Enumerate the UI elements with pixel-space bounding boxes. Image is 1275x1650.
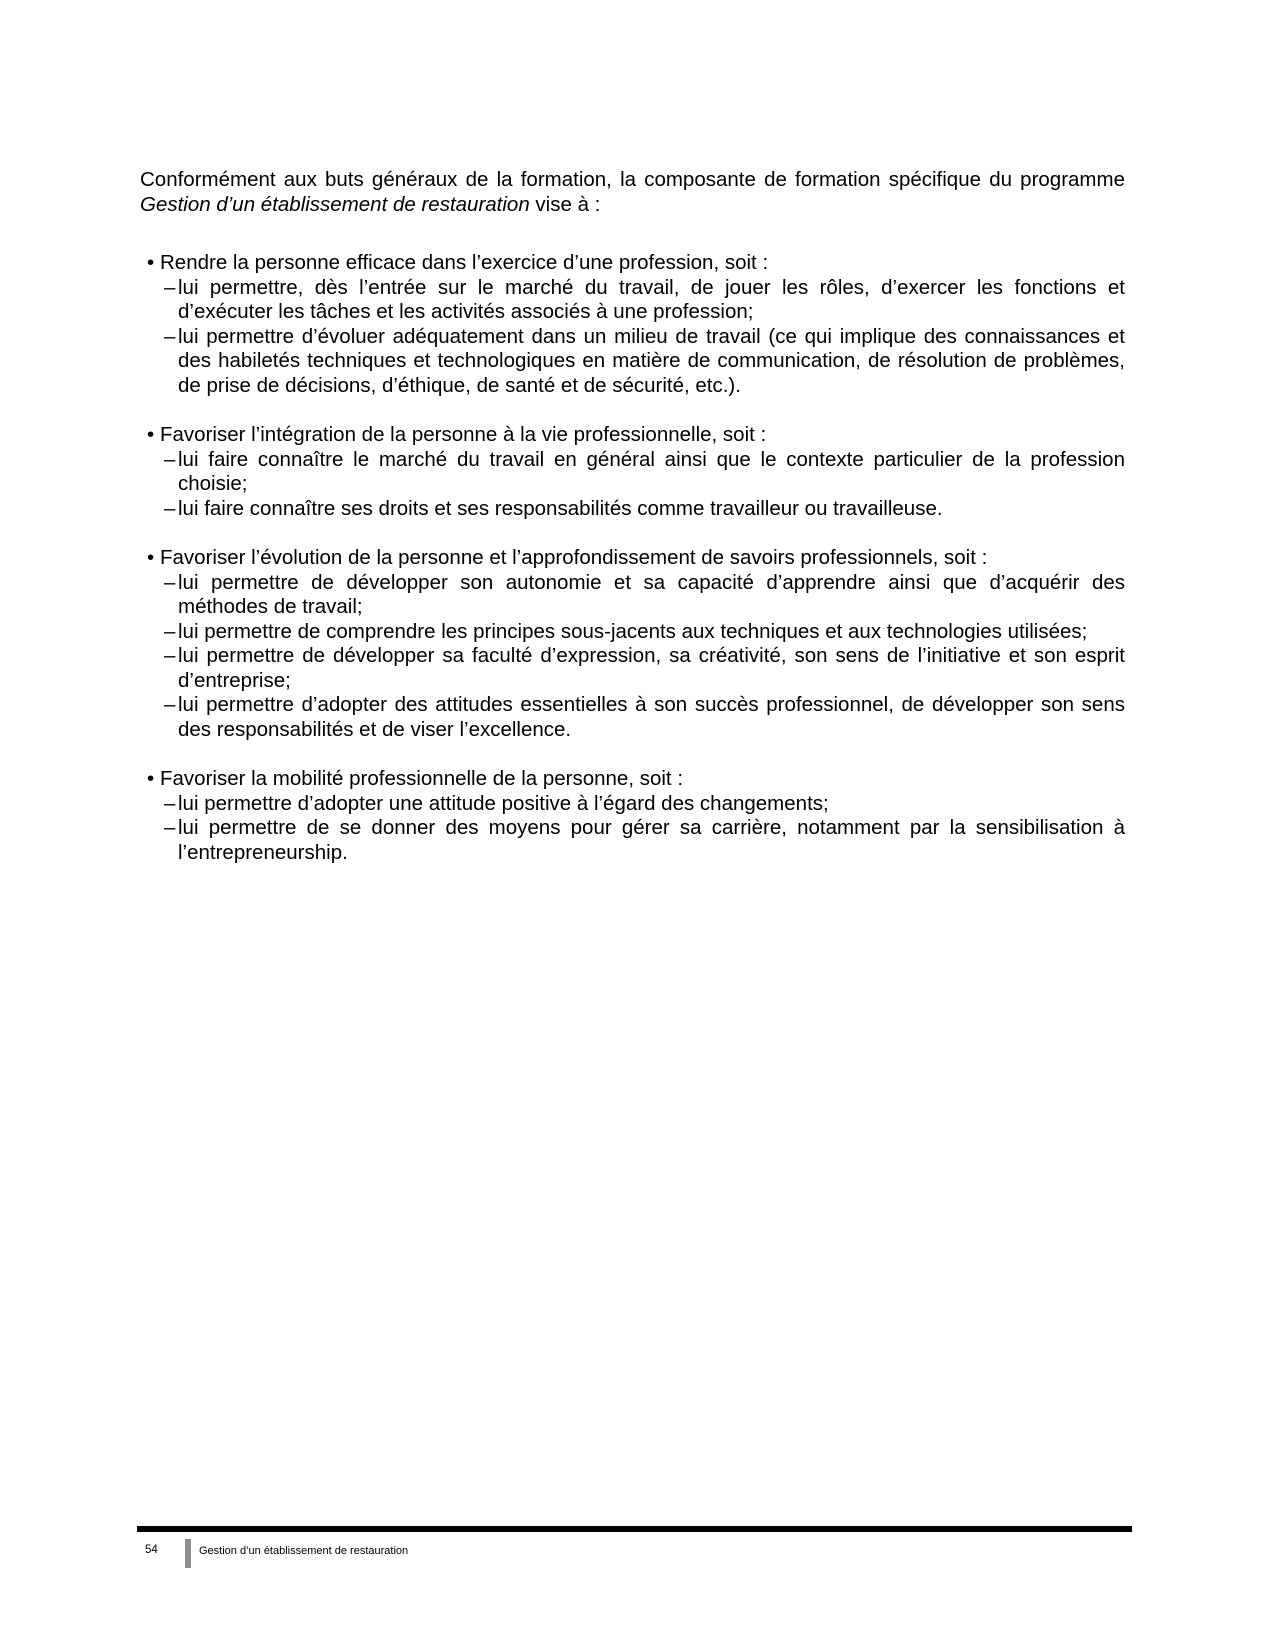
sub-item-text: lui permettre de se donner des moyens pour gérer sa carrière, notamment par la sensibilisation à l’entrepreneurship. <box>178 816 1125 864</box>
footer-page-number: 54 <box>145 1544 158 1556</box>
bullet-item <box>140 546 1125 571</box>
intro-text-before: Conformément aux buts généraux de la formation, la composante de formation spécifique du programme <box>140 168 1125 191</box>
bullet-item <box>140 251 1125 276</box>
program-title-italic: Gestion d’un établissement de restauration <box>140 192 530 216</box>
bullet-group-profession <box>140 251 1125 398</box>
sub-item-text: lui faire connaître le marché du travail en général ainsi que le contexte particulier de la profession choisie; <box>178 447 1125 495</box>
sub-item <box>140 693 1125 742</box>
dash-marker: – <box>164 324 176 348</box>
sub-item <box>140 276 1125 325</box>
sub-item <box>140 325 1125 399</box>
dash-marker: – <box>164 275 176 299</box>
bullet-item <box>140 423 1125 448</box>
dash-marker: – <box>164 693 176 716</box>
bullet-label: Rendre la personne efficace dans l’exercice d’une profession, soit : <box>160 251 769 274</box>
dash-marker: – <box>164 570 176 594</box>
bullet-marker: • <box>147 251 155 274</box>
intro-text-after: vise à : <box>529 192 601 216</box>
bullet-group-evolution <box>140 546 1125 742</box>
dash-marker: – <box>164 619 176 643</box>
bullet-marker: • <box>147 546 155 569</box>
bullet-marker: • <box>147 767 155 790</box>
bullet-group-integration <box>140 423 1125 521</box>
sub-item-text: lui permettre de développer sa faculté d’expression, sa créativité, son sens de l’initiative et son esprit d’entreprise; <box>178 644 1125 692</box>
sub-item <box>140 448 1125 497</box>
bullet-label: Favoriser la mobilité professionnelle de la personne, soit : <box>160 767 684 790</box>
sub-item <box>140 571 1125 620</box>
dash-marker: – <box>164 791 176 815</box>
footer-document-title: Gestion d’un établissement de restauration <box>199 1545 409 1557</box>
sub-item <box>140 816 1125 865</box>
sub-item <box>140 497 1125 522</box>
sub-item-text: lui permettre d’évoluer adéquatement dans un milieu de travail (ce qui implique des connaissances et des habiletés techniques et technologiques en matière de communication, de résolution de problèmes, de prise de décisions, d’éthique, de santé et de sécurité, etc.). <box>178 324 1125 397</box>
bullet-label: Favoriser l’intégration de la personne à la vie professionnelle, soit : <box>160 423 767 446</box>
sub-item-text: lui permettre, dès l’entrée sur le marché du travail, de jouer les rôles, d’exercer les fonctions et d’exécuter les tâches et les activités associés à une profession; <box>178 275 1125 323</box>
dash-marker: – <box>164 644 176 667</box>
bullet-marker: • <box>147 423 155 446</box>
bullet-group-mobilite <box>140 767 1125 865</box>
sub-item <box>140 620 1125 645</box>
dash-marker: – <box>164 496 176 520</box>
dash-marker: – <box>164 816 176 839</box>
bullet-item <box>140 767 1125 792</box>
sub-item <box>140 792 1125 817</box>
footer-rule <box>137 1526 1132 1532</box>
sub-item-text: lui permettre de comprendre les principes sous-jacents aux techniques et aux technologies utilisées; <box>178 619 1088 643</box>
footer-divider-bar <box>185 1539 191 1568</box>
intro-paragraph <box>140 168 1125 217</box>
page-body-text <box>140 168 1125 890</box>
sub-item-text: lui permettre d’adopter une attitude positive à l’égard des changements; <box>178 791 829 815</box>
sub-item-text: lui permettre d’adopter des attitudes essentielles à son succès professionnel, de développer son sens des responsabilités et de viser l’excellence. <box>178 693 1125 741</box>
sub-item-text: lui faire connaître ses droits et ses responsabilités comme travailleur ou travailleuse. <box>178 496 943 520</box>
sub-item <box>140 644 1125 693</box>
sub-item-text: lui permettre de développer son autonomie et sa capacité d’apprendre ainsi que d’acquérir des méthodes de travail; <box>178 570 1125 618</box>
bullet-label: Favoriser l’évolution de la personne et l’approfondissement de savoirs professionnels, soit : <box>160 546 988 569</box>
dash-marker: – <box>164 447 176 471</box>
